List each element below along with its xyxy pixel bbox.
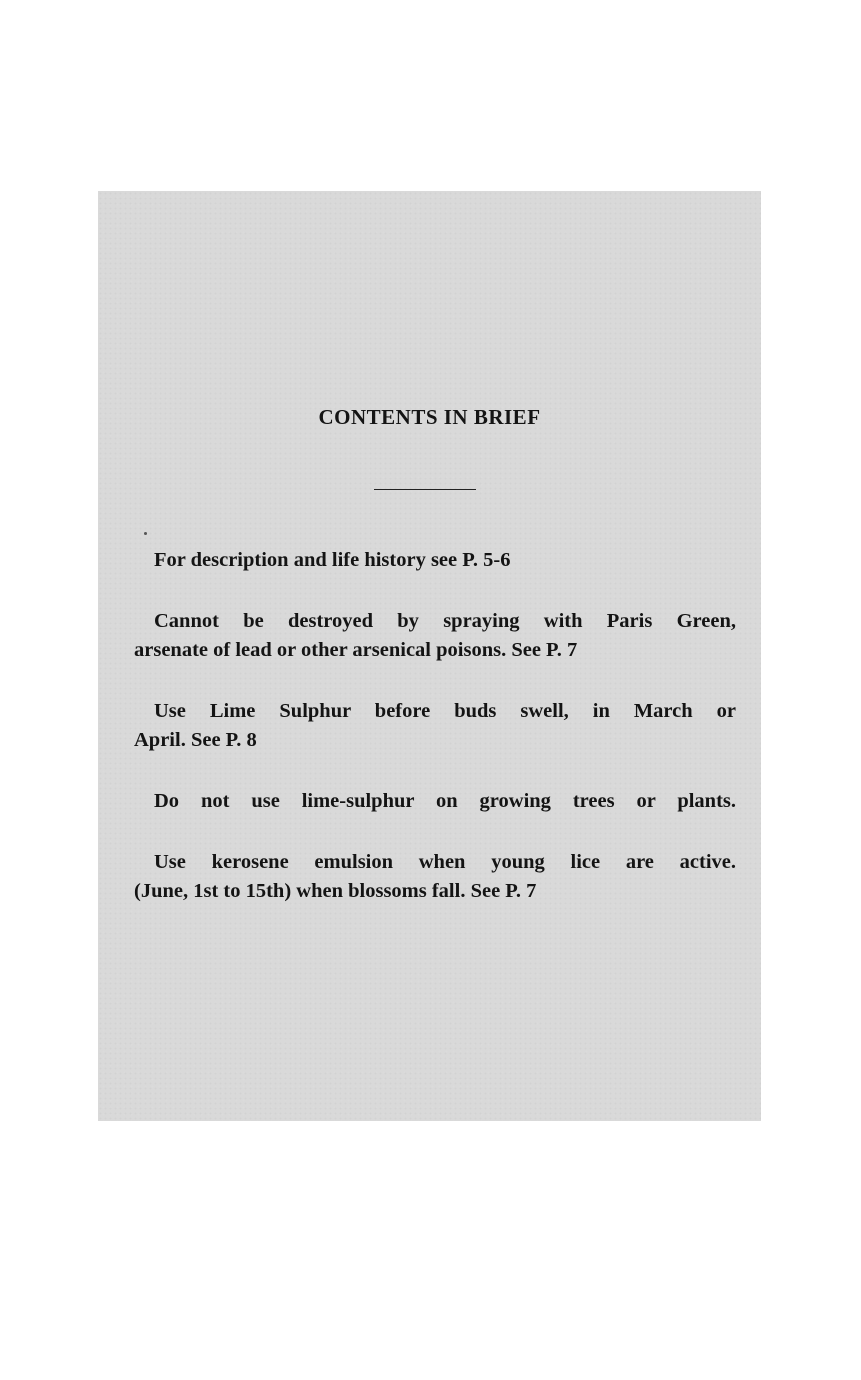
paragraph-line: Do not use lime-sulphur on growing trees or plants. [154,790,736,812]
paper-speck [144,532,147,535]
contents-paragraph [114,546,736,575]
page-title: CONTENTS IN BRIEF [318,405,541,429]
contents-paragraph [114,607,736,665]
contents-paragraph [114,697,736,755]
paragraph-line: (June, 1st to 15th) when blossoms fall. See P. 7 [134,880,537,902]
document-page [98,191,761,1121]
paragraph-line: Use kerosene emulsion when young lice are active. [154,851,736,873]
contents-body [114,546,736,938]
paragraph-line: Use Lime Sulphur before buds swell, in March or [154,700,736,722]
contents-paragraph [114,848,736,906]
title-divider [374,489,476,490]
paragraph-line: Cannot be destroyed by spraying with Paris Green, [154,610,736,632]
paragraph-line: April. See P. 8 [134,729,257,751]
paragraph-line: For description and life history see P. 5-6 [154,549,511,571]
paragraph-line: arsenate of lead or other arsenical poisons. See P. 7 [134,639,578,661]
contents-paragraph [114,787,736,816]
